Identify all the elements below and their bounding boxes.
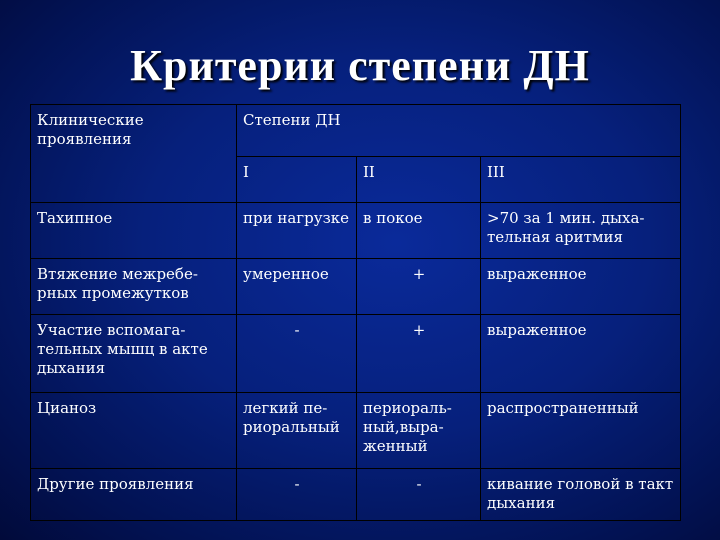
- cell-degree-2: в покое: [357, 203, 481, 259]
- table-row: [31, 203, 681, 259]
- table-row: [31, 315, 681, 393]
- cell-degree-2: +: [357, 315, 481, 393]
- header-degree-3: III: [481, 157, 681, 203]
- table-row: [31, 469, 681, 521]
- cell-degree-1: -: [237, 469, 357, 521]
- cell-degree-2: +: [357, 259, 481, 315]
- table-row: [31, 393, 681, 469]
- row-label: Тахипное: [31, 203, 237, 259]
- cell-degree-1: -: [237, 315, 357, 393]
- row-label: Участие вспомага-тельных мышц в акте дыхания: [31, 315, 237, 393]
- header-degrees: Степени ДН: [237, 105, 681, 157]
- header-degree-2: II: [357, 157, 481, 203]
- cell-degree-1: легкий пе-риоральный: [237, 393, 357, 469]
- row-label: Цианоз: [31, 393, 237, 469]
- cell-degree-1: умеренное: [237, 259, 357, 315]
- cell-degree-2: периораль-ный,выра-женный: [357, 393, 481, 469]
- cell-degree-3: распространенный: [481, 393, 681, 469]
- row-label: Втяжение межребе-рных промежутков: [31, 259, 237, 315]
- row-label: Другие проявления: [31, 469, 237, 521]
- cell-degree-3: выраженное: [481, 259, 681, 315]
- table-row: [31, 259, 681, 315]
- header-row: [31, 105, 681, 157]
- header-clinical: Клинические проявления: [31, 105, 237, 203]
- cell-degree-3: >70 за 1 мин. дыха-тельная аритмия: [481, 203, 681, 259]
- cell-degree-3: кивание головой в такт дыхания: [481, 469, 681, 521]
- cell-degree-2: -: [357, 469, 481, 521]
- slide-title: Критерии степени ДН: [130, 41, 590, 90]
- header-degree-1: I: [237, 157, 357, 203]
- cell-degree-3: выраженное: [481, 315, 681, 393]
- cell-degree-1: при нагрузке: [237, 203, 357, 259]
- criteria-table: [30, 104, 681, 521]
